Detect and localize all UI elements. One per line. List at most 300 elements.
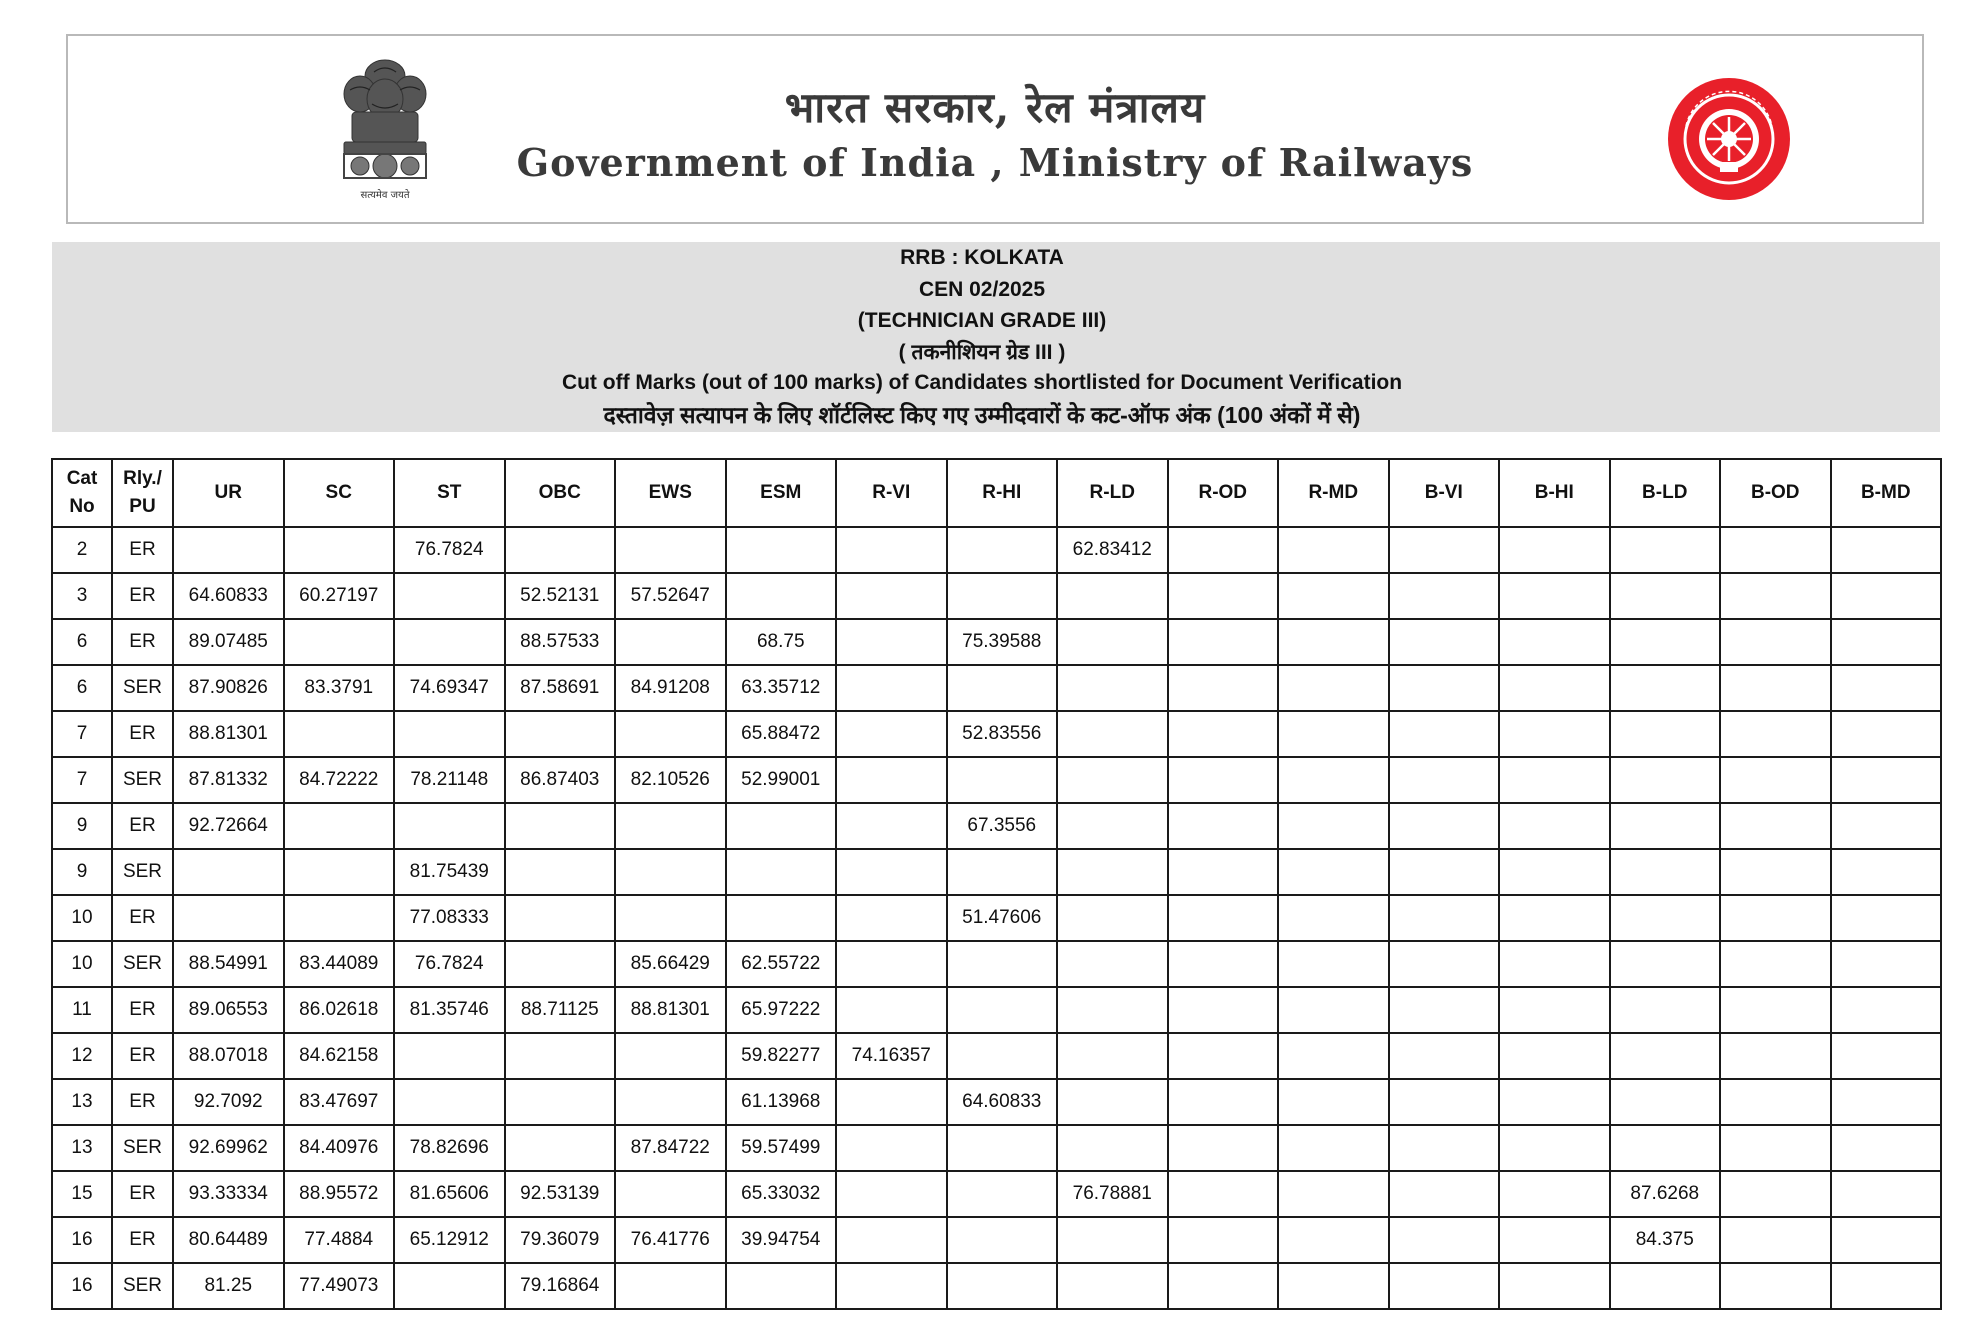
cell-r-md xyxy=(1278,1217,1389,1263)
cell-b-hi xyxy=(1499,1033,1610,1079)
cell-r-hi xyxy=(947,757,1058,803)
cell-r-md xyxy=(1278,1263,1389,1309)
cell-st xyxy=(394,711,505,757)
cell-b-vi xyxy=(1389,1171,1500,1217)
cell-r-md xyxy=(1278,987,1389,1033)
cell-st xyxy=(394,1033,505,1079)
cell-ews: 57.52647 xyxy=(615,573,726,619)
cell-r-vi xyxy=(836,711,947,757)
cell-cat-no: 2 xyxy=(52,527,112,573)
cell-esm xyxy=(726,803,837,849)
cell-b-vi xyxy=(1389,941,1500,987)
cell-r-ld xyxy=(1057,987,1168,1033)
column-header-r-hi: R-HI xyxy=(947,459,1058,527)
cell-b-hi xyxy=(1499,1263,1610,1309)
cell-st xyxy=(394,619,505,665)
cell-rly-pu: ER xyxy=(112,1079,173,1125)
cell-r-md xyxy=(1278,665,1389,711)
cell-r-md xyxy=(1278,527,1389,573)
cell-sc: 88.95572 xyxy=(284,1171,395,1217)
cell-r-vi xyxy=(836,941,947,987)
column-header-esm: ESM xyxy=(726,459,837,527)
cen-number: CEN 02/2025 xyxy=(918,278,1046,301)
cell-cat-no: 13 xyxy=(52,1079,112,1125)
cell-r-md xyxy=(1278,757,1389,803)
cell-rly-pu: ER xyxy=(112,573,173,619)
cell-b-od xyxy=(1720,987,1831,1033)
cell-r-od xyxy=(1168,895,1279,941)
cell-rly-pu: ER xyxy=(112,1033,173,1079)
cell-r-md xyxy=(1278,1171,1389,1217)
cell-r-hi xyxy=(947,527,1058,573)
cell-b-md xyxy=(1831,1171,1942,1217)
cell-b-md xyxy=(1831,941,1942,987)
cell-b-hi xyxy=(1499,1171,1610,1217)
cell-r-vi xyxy=(836,527,947,573)
cell-b-hi xyxy=(1499,895,1610,941)
cell-r-vi xyxy=(836,1079,947,1125)
cell-b-md xyxy=(1831,1217,1942,1263)
cell-r-hi xyxy=(947,987,1058,1033)
column-header-r-vi: R-VI xyxy=(836,459,947,527)
cell-esm: 63.35712 xyxy=(726,665,837,711)
cell-r-ld xyxy=(1057,1079,1168,1125)
cell-b-od xyxy=(1720,941,1831,987)
cell-b-hi xyxy=(1499,849,1610,895)
cell-b-od xyxy=(1720,665,1831,711)
table-row xyxy=(52,711,1941,757)
cell-sc: 83.3791 xyxy=(284,665,395,711)
cell-b-md xyxy=(1831,527,1942,573)
cell-b-od xyxy=(1720,1079,1831,1125)
cell-obc: 88.71125 xyxy=(505,987,616,1033)
table-row xyxy=(52,803,1941,849)
cell-r-md xyxy=(1278,711,1389,757)
cell-b-hi xyxy=(1499,711,1610,757)
cell-b-vi xyxy=(1389,1125,1500,1171)
cell-r-vi xyxy=(836,1171,947,1217)
cell-ews xyxy=(615,1033,726,1079)
cell-st: 76.7824 xyxy=(394,941,505,987)
cell-r-ld xyxy=(1057,757,1168,803)
cell-st xyxy=(394,1263,505,1309)
cutoff-marks-table xyxy=(51,458,1942,1310)
cell-st: 81.35746 xyxy=(394,987,505,1033)
cell-obc: 79.36079 xyxy=(505,1217,616,1263)
cell-esm: 59.57499 xyxy=(726,1125,837,1171)
cell-r-hi xyxy=(947,1033,1058,1079)
cell-b-md xyxy=(1831,711,1942,757)
cell-cat-no: 16 xyxy=(52,1217,112,1263)
cell-rly-pu: ER xyxy=(112,711,173,757)
cell-st: 76.7824 xyxy=(394,527,505,573)
post-name-hindi: ( तकनीशियन ग्रेड III ) xyxy=(898,341,1066,364)
cell-r-ld xyxy=(1057,1263,1168,1309)
cell-cat-no: 15 xyxy=(52,1171,112,1217)
cell-esm: 52.99001 xyxy=(726,757,837,803)
cell-ur: 81.25 xyxy=(173,1263,284,1309)
cell-r-md xyxy=(1278,1079,1389,1125)
cell-cat-no: 7 xyxy=(52,757,112,803)
cell-b-ld xyxy=(1610,757,1721,803)
cell-obc: 79.16864 xyxy=(505,1263,616,1309)
cell-esm xyxy=(726,1263,837,1309)
cell-ur: 80.64489 xyxy=(173,1217,284,1263)
cell-sc xyxy=(284,711,395,757)
cell-b-od xyxy=(1720,711,1831,757)
table-row xyxy=(52,573,1941,619)
cell-r-od xyxy=(1168,619,1279,665)
cell-b-hi xyxy=(1499,527,1610,573)
cell-r-ld xyxy=(1057,1217,1168,1263)
cell-ews xyxy=(615,849,726,895)
cell-b-hi xyxy=(1499,665,1610,711)
cell-b-od xyxy=(1720,1033,1831,1079)
column-header-st: ST xyxy=(394,459,505,527)
cell-ews: 85.66429 xyxy=(615,941,726,987)
notice-subtitle-english: Cut off Marks (out of 100 marks) of Candidates shortlisted for Document Verification xyxy=(561,371,1403,394)
cell-cat-no: 7 xyxy=(52,711,112,757)
emblem-motto: सत्यमेव जयते xyxy=(360,190,410,201)
cell-r-hi xyxy=(947,1263,1058,1309)
cell-rly-pu: SER xyxy=(112,665,173,711)
cell-ur: 64.60833 xyxy=(173,573,284,619)
cell-b-vi xyxy=(1389,987,1500,1033)
cell-obc: 86.87403 xyxy=(505,757,616,803)
cell-b-od xyxy=(1720,573,1831,619)
cell-ews: 87.84722 xyxy=(615,1125,726,1171)
cell-r-md xyxy=(1278,1125,1389,1171)
table-row xyxy=(52,1171,1941,1217)
cell-cat-no: 3 xyxy=(52,573,112,619)
cell-r-vi xyxy=(836,665,947,711)
cell-r-ld xyxy=(1057,711,1168,757)
cell-r-hi: 67.3556 xyxy=(947,803,1058,849)
cell-st xyxy=(394,1079,505,1125)
cell-ews xyxy=(615,1079,726,1125)
cell-rly-pu: ER xyxy=(112,1217,173,1263)
cell-cat-no: 10 xyxy=(52,941,112,987)
cell-r-vi: 74.16357 xyxy=(836,1033,947,1079)
cell-r-vi xyxy=(836,987,947,1033)
cell-ur: 87.90826 xyxy=(173,665,284,711)
cell-b-vi xyxy=(1389,1079,1500,1125)
cell-b-vi xyxy=(1389,573,1500,619)
cell-obc xyxy=(505,803,616,849)
cell-rly-pu: SER xyxy=(112,849,173,895)
cell-ur xyxy=(173,849,284,895)
cell-b-hi xyxy=(1499,1217,1610,1263)
column-header-r-ld: R-LD xyxy=(1057,459,1168,527)
cell-b-od xyxy=(1720,1217,1831,1263)
cell-ews: 76.41776 xyxy=(615,1217,726,1263)
cell-b-ld xyxy=(1610,1263,1721,1309)
cell-r-ld xyxy=(1057,1125,1168,1171)
table-row xyxy=(52,941,1941,987)
cell-sc xyxy=(284,849,395,895)
column-header-line: Rly./ xyxy=(123,468,162,489)
column-header-b-ld: B-LD xyxy=(1610,459,1721,527)
cell-b-md xyxy=(1831,895,1942,941)
cell-b-ld xyxy=(1610,1033,1721,1079)
cell-r-od xyxy=(1168,1263,1279,1309)
cell-b-vi xyxy=(1389,1263,1500,1309)
cell-r-vi xyxy=(836,1125,947,1171)
cell-r-hi: 64.60833 xyxy=(947,1079,1058,1125)
cell-ews xyxy=(615,895,726,941)
cell-esm: 65.33032 xyxy=(726,1171,837,1217)
cell-b-md xyxy=(1831,757,1942,803)
cell-b-vi xyxy=(1389,849,1500,895)
cell-r-vi xyxy=(836,1263,947,1309)
cell-ur: 89.06553 xyxy=(173,987,284,1033)
cell-b-md xyxy=(1831,987,1942,1033)
table-row xyxy=(52,665,1941,711)
cell-sc: 77.49073 xyxy=(284,1263,395,1309)
cell-r-md xyxy=(1278,573,1389,619)
cell-r-hi xyxy=(947,665,1058,711)
cell-b-vi xyxy=(1389,895,1500,941)
cell-b-hi xyxy=(1499,757,1610,803)
cell-esm: 39.94754 xyxy=(726,1217,837,1263)
cell-ews: 82.10526 xyxy=(615,757,726,803)
cell-r-od xyxy=(1168,1125,1279,1171)
cell-r-hi xyxy=(947,849,1058,895)
cell-b-ld xyxy=(1610,803,1721,849)
cell-obc xyxy=(505,849,616,895)
cell-rly-pu: ER xyxy=(112,895,173,941)
cell-r-ld xyxy=(1057,665,1168,711)
cell-st: 77.08333 xyxy=(394,895,505,941)
cell-obc xyxy=(505,711,616,757)
cell-ur: 89.07485 xyxy=(173,619,284,665)
cell-rly-pu: SER xyxy=(112,1125,173,1171)
table-row xyxy=(52,619,1941,665)
column-header-line: No xyxy=(69,496,95,517)
cell-esm xyxy=(726,849,837,895)
cell-b-od xyxy=(1720,1171,1831,1217)
cell-b-hi xyxy=(1499,941,1610,987)
notice-subtitle-hindi: दस्तावेज़ सत्यापन के लिए शॉर्टलिस्ट किए गए उम्मीदवारों के कट-ऑफ अंक (100 अंकों में से) xyxy=(603,402,1361,428)
cell-b-vi xyxy=(1389,1033,1500,1079)
cell-rly-pu: ER xyxy=(112,619,173,665)
cell-ur: 88.07018 xyxy=(173,1033,284,1079)
cell-esm: 61.13968 xyxy=(726,1079,837,1125)
cell-r-vi xyxy=(836,895,947,941)
cell-r-md xyxy=(1278,849,1389,895)
cell-sc: 77.4884 xyxy=(284,1217,395,1263)
table-row xyxy=(52,1079,1941,1125)
cell-ews xyxy=(615,711,726,757)
cell-b-hi xyxy=(1499,619,1610,665)
cell-b-md xyxy=(1831,573,1942,619)
cell-cat-no: 9 xyxy=(52,803,112,849)
post-name-english: (TECHNICIAN GRADE III) xyxy=(857,309,1107,332)
cell-b-od xyxy=(1720,1263,1831,1309)
cell-b-od xyxy=(1720,849,1831,895)
cell-b-md xyxy=(1831,1033,1942,1079)
cell-b-ld xyxy=(1610,1125,1721,1171)
ministry-banner xyxy=(66,34,1924,224)
cell-b-ld xyxy=(1610,849,1721,895)
column-header-rly-pu xyxy=(112,459,173,527)
cell-cat-no: 13 xyxy=(52,1125,112,1171)
cell-obc: 87.58691 xyxy=(505,665,616,711)
cell-b-ld: 84.375 xyxy=(1610,1217,1721,1263)
cell-b-hi xyxy=(1499,1079,1610,1125)
cell-b-ld xyxy=(1610,711,1721,757)
cell-st: 74.69347 xyxy=(394,665,505,711)
cell-ur: 92.69962 xyxy=(173,1125,284,1171)
cell-r-ld: 76.78881 xyxy=(1057,1171,1168,1217)
cell-ews: 84.91208 xyxy=(615,665,726,711)
cell-b-vi xyxy=(1389,757,1500,803)
cell-r-md xyxy=(1278,803,1389,849)
cell-rly-pu: ER xyxy=(112,987,173,1033)
column-header-ews: EWS xyxy=(615,459,726,527)
cell-sc xyxy=(284,803,395,849)
column-header-line: Cat xyxy=(66,468,98,489)
cell-b-md xyxy=(1831,665,1942,711)
cell-cat-no: 6 xyxy=(52,619,112,665)
cell-ews xyxy=(615,1263,726,1309)
cell-r-od xyxy=(1168,987,1279,1033)
cell-b-md xyxy=(1831,849,1942,895)
cell-r-hi: 75.39588 xyxy=(947,619,1058,665)
column-header-b-vi: B-VI xyxy=(1389,459,1500,527)
cell-b-hi xyxy=(1499,803,1610,849)
cell-b-ld xyxy=(1610,1079,1721,1125)
cell-r-ld xyxy=(1057,849,1168,895)
indian-railways-logo-icon xyxy=(1666,76,1792,202)
cell-r-hi: 52.83556 xyxy=(947,711,1058,757)
cell-sc: 83.44089 xyxy=(284,941,395,987)
cell-sc xyxy=(284,619,395,665)
cell-esm: 68.75 xyxy=(726,619,837,665)
cell-esm: 59.82277 xyxy=(726,1033,837,1079)
cell-r-hi xyxy=(947,941,1058,987)
cell-esm xyxy=(726,895,837,941)
cell-sc: 84.40976 xyxy=(284,1125,395,1171)
cell-r-hi xyxy=(947,1217,1058,1263)
cell-r-hi: 51.47606 xyxy=(947,895,1058,941)
cell-b-vi xyxy=(1389,711,1500,757)
cell-r-vi xyxy=(836,757,947,803)
cell-b-vi xyxy=(1389,803,1500,849)
cell-b-ld xyxy=(1610,987,1721,1033)
cell-ews xyxy=(615,619,726,665)
cell-sc xyxy=(284,895,395,941)
cell-b-od xyxy=(1720,803,1831,849)
cell-b-ld xyxy=(1610,941,1721,987)
cell-r-vi xyxy=(836,803,947,849)
cell-cat-no: 10 xyxy=(52,895,112,941)
column-header-r-od: R-OD xyxy=(1168,459,1279,527)
cell-rly-pu: SER xyxy=(112,1263,173,1309)
cell-b-od xyxy=(1720,527,1831,573)
cell-ur xyxy=(173,895,284,941)
cell-obc: 92.53139 xyxy=(505,1171,616,1217)
column-header-b-od: B-OD xyxy=(1720,459,1831,527)
cell-st: 81.65606 xyxy=(394,1171,505,1217)
cell-st: 78.82696 xyxy=(394,1125,505,1171)
cell-obc xyxy=(505,895,616,941)
cell-r-vi xyxy=(836,1217,947,1263)
cell-r-od xyxy=(1168,1033,1279,1079)
cell-sc: 84.62158 xyxy=(284,1033,395,1079)
column-header-obc: OBC xyxy=(505,459,616,527)
cell-b-vi xyxy=(1389,1217,1500,1263)
cell-r-hi xyxy=(947,1125,1058,1171)
cell-b-md xyxy=(1831,1263,1942,1309)
cell-ews: 88.81301 xyxy=(615,987,726,1033)
cell-r-vi xyxy=(836,619,947,665)
cell-sc xyxy=(284,527,395,573)
cell-cat-no: 9 xyxy=(52,849,112,895)
cell-obc: 88.57533 xyxy=(505,619,616,665)
cell-b-hi xyxy=(1499,573,1610,619)
cell-cat-no: 16 xyxy=(52,1263,112,1309)
column-header-line: PU xyxy=(129,496,156,517)
cell-b-od xyxy=(1720,1125,1831,1171)
cell-r-ld xyxy=(1057,941,1168,987)
cell-r-md xyxy=(1278,1033,1389,1079)
cell-r-vi xyxy=(836,573,947,619)
column-header-b-hi: B-HI xyxy=(1499,459,1610,527)
cell-b-hi xyxy=(1499,987,1610,1033)
cell-b-ld xyxy=(1610,527,1721,573)
cell-b-md xyxy=(1831,1079,1942,1125)
cell-b-od xyxy=(1720,757,1831,803)
table-row xyxy=(52,1125,1941,1171)
cell-r-od xyxy=(1168,757,1279,803)
cell-ur: 92.72664 xyxy=(173,803,284,849)
cell-ur: 92.7092 xyxy=(173,1079,284,1125)
column-header-cat-no xyxy=(52,459,112,527)
table-row xyxy=(52,849,1941,895)
cell-b-ld xyxy=(1610,573,1721,619)
cell-r-od xyxy=(1168,665,1279,711)
table-header-row xyxy=(52,459,1941,527)
cell-b-od xyxy=(1720,895,1831,941)
cell-rly-pu: SER xyxy=(112,941,173,987)
column-header-sc: SC xyxy=(284,459,395,527)
cell-sc: 84.72222 xyxy=(284,757,395,803)
cell-r-md xyxy=(1278,895,1389,941)
cell-b-vi xyxy=(1389,665,1500,711)
rrb-name: RRB : KOLKATA xyxy=(900,246,1064,269)
column-header-r-md: R-MD xyxy=(1278,459,1389,527)
cell-r-od xyxy=(1168,941,1279,987)
cell-b-md xyxy=(1831,619,1942,665)
table-row xyxy=(52,1217,1941,1263)
cell-r-ld xyxy=(1057,573,1168,619)
cell-b-vi xyxy=(1389,619,1500,665)
cell-obc xyxy=(505,1125,616,1171)
cell-ur xyxy=(173,527,284,573)
cell-r-od xyxy=(1168,1171,1279,1217)
cell-b-hi xyxy=(1499,1125,1610,1171)
cell-b-md xyxy=(1831,1125,1942,1171)
cell-sc: 83.47697 xyxy=(284,1079,395,1125)
cell-r-ld: 62.83412 xyxy=(1057,527,1168,573)
banner-title-hindi: भारत सरकार, रेल मंत्रालय xyxy=(784,83,1206,132)
cell-obc: 52.52131 xyxy=(505,573,616,619)
cell-esm: 65.97222 xyxy=(726,987,837,1033)
cell-rly-pu: ER xyxy=(112,803,173,849)
cell-r-hi xyxy=(947,1171,1058,1217)
column-header-ur: UR xyxy=(173,459,284,527)
